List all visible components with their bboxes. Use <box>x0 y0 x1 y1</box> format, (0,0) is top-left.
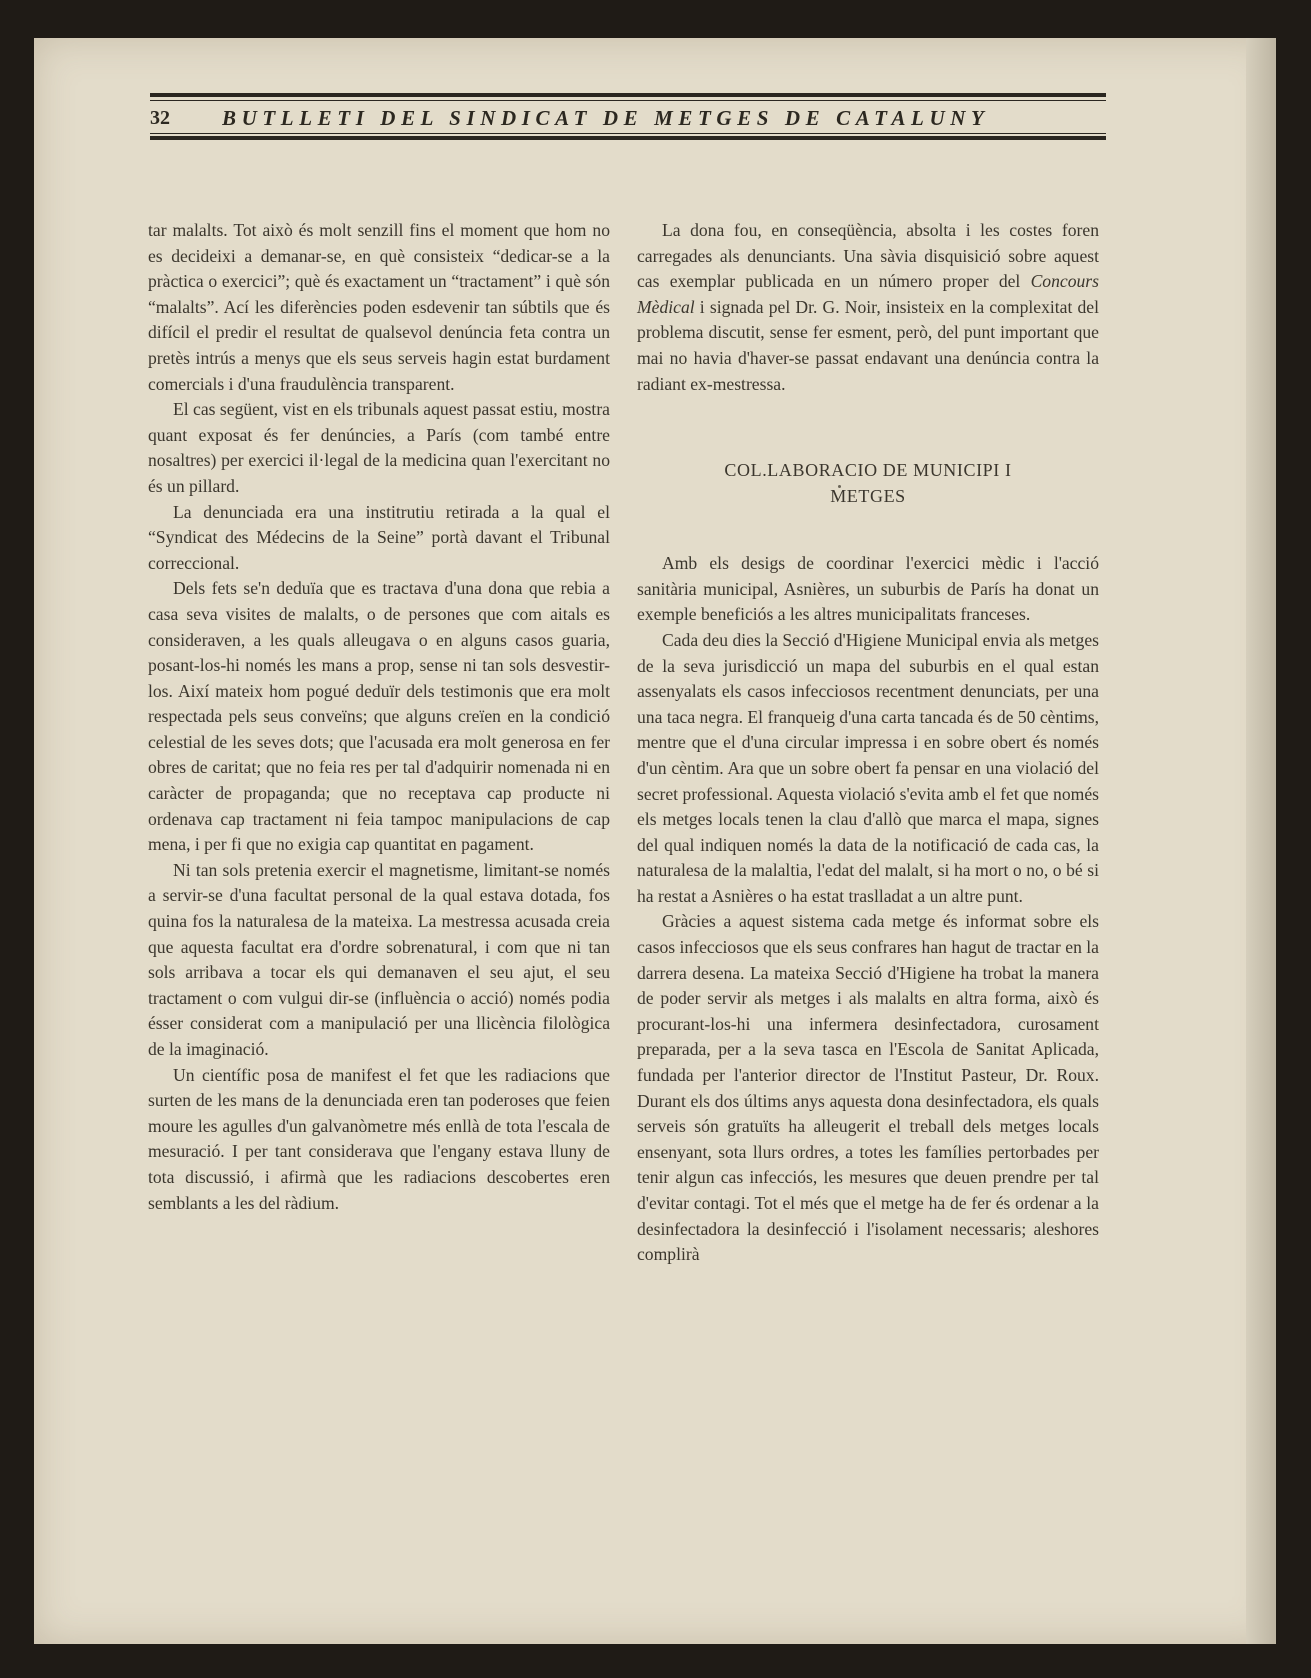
paragraph-text: i signada pel Dr. G. Noir, insisteix en la complexitat del problema discutit, sense fer esment, però, del punt important que mai no havia d'haver-se passat endavant una denúncia contra la radiant ex-mestressa. <box>637 296 1099 394</box>
binding-edge <box>1246 38 1276 1644</box>
page-number: 32 <box>150 107 170 129</box>
paragraph: Ni tan sols pretenia exercir el magnetisme, limitant-se només a servir-se d'una facultat personal de la qual estava dotada, fos quina fos la naturalesa de la mateixa. La mestressa acusada creia que aquesta facultat era d'ordre sobrenatural, i com que ni tan sols arribava a tocar els qui demanaven el seu ajut, el seu tractament o com vulgui dir-se (influència o acció) només podia ésser considerat com a manipulació per una llicència filològica de la imaginació. <box>148 859 610 1059</box>
section-heading-line: COL.LABORACIO DE MUNICIPI I <box>724 460 1012 481</box>
paragraph: El cas següent, vist en els tribunals aquest passat estiu, mostra quant exposat és fer denúncies, a París (com també entre nosaltres) per exercici il·legal de la medicina quan l'exercitant no és un pillard. <box>148 399 610 496</box>
running-header <box>150 93 1106 143</box>
header-rule <box>150 136 1106 140</box>
paragraph: Dels fets se'n deduïa que es tractava d'una dona que rebia a casa seva visites de malalts, o de persones que com aitals es consideraven, a les quals alleugava o en alguns casos guaria, posant-los-hi només les mans a prop, sense ni tan sols desvestir-los. Així mateix hom pogué deduïr dels testimonis que era molt respectada pels seus conveïns; que alguns creïen en la condició celestial de les seves dots; que l'acusada era molt generosa en fer obres de caritat; que no feia res per tal d'adquirir nomenada ni en caràcter de propaganda; que no receptava cap producte ni ordenava cap tractament ni feia tampoc manipulacions de cap mena, i per fi que no exigia cap quantitat en pagament. <box>148 578 610 855</box>
paragraph: tar malalts. Tot això és molt senzill fins el moment que hom no es decideixi a demanar-se, en què consisteix “dedicar-se a la pràctica o exercici”; què és exactament un “tractament” i què són “malalts”. Ací les diferències poden esdevenir tan súbtils que és difícil el predir el resultat de qualsevol denúncia feta contra un pretès intrús a menys que els seus serveis hagin estat burdament comercials i d'una fraudulència transparent. <box>148 220 610 394</box>
paragraph: Un científic posa de manifest el fet que les radiacions que surten de les mans de la denunciada eren tan poderoses que feien moure les agulles d'un galvanòmetre més enllà de tota l'escala de mesuració. I per tant considerava que l'engany estava lluny de tota discussió, i afirmà que les radiacions descobertes eren semblants a les del ràdium. <box>148 1064 610 1213</box>
header-rule <box>150 133 1106 134</box>
paragraph <box>637 218 1099 397</box>
section-heading <box>637 457 1099 509</box>
header-rule <box>150 93 1106 97</box>
running-title: BUTLLETI DEL SINDICAT DE METGES DE CATALUNY <box>222 106 990 130</box>
section-heading-line: METGES <box>830 486 906 507</box>
header-rule <box>150 100 1106 101</box>
right-column <box>637 218 1099 1268</box>
paragraph: Gràcies a aquest sistema cada metge és informat sobre els casos infecciosos que els seus confrares han hagut de tractar en la darrera desena. La mateixa Secció d'Higiene ha trobat la manera de poder servir als metges i als malalts en altra forma, això és procurant-los-hi una infermera desinfectadora, curosament preparada, per a la seva tasca en l'Escola de Sanitat Aplicada, fundada per l'anterior director de l'Institut Pasteur, Dr. Roux. Durant els dos últims anys aquesta dona desinfectadora, els quals serveis són gratuïts ha alleugerit el treball dels metges locals ensenyant, sota llurs ordres, a totes les famílies pertorbades per tenir algun cas infecciós, les mesures que deuen prendre per tal d'evitar contagi. Tot el més que el metge ha de fer és ordenar a la desinfectadora la desinfecció i l'isolament necessaris; aleshores complirà <box>637 911 1099 1265</box>
paragraph: Cada deu dies la Secció d'Higiene Municipal envia als metges de la seva jurisdicció un mapa del suburbis en el qual estan assenyalats els casos infecciosos recentment denunciats, per una una taca negra. El franqueig d'una carta tancada és de 50 cèntims, mentre que el d'una circular impressa i en sobre obert és només d'un cèntim. Ara que un sobre obert fa pensar en una violació del secret professional. Aquesta violació s'evita amb el fet que només els metges locals tenen la clau d'allò que marca el mapa, signes del qual indiquen només la data de la notificació de cada cas, la naturalesa de la malaltia, l'edat del malalt, si ha mort o no, o bé si ha restat a Asnières o ha estat traslladat a un altre punt. <box>637 629 1099 906</box>
left-column <box>148 218 610 1216</box>
paragraph-text: La dona fou, en conseqüència, absolta i les costes foren carregades als denunciants. Una sàvia disquisició sobre aquest cas exemplar publicada en un número proper del <box>637 220 1099 292</box>
paragraph: Amb els desigs de coordinar l'exercici mèdic i l'acció sanitària municipal, Asnières, un suburbis de París ha donat un exemple beneficiós a les altres municipalitats franceses. <box>637 553 1099 625</box>
paragraph: La denunciada era una institrutiu retirada a la qual el “Syndicat des Médecins de la Seine” portà davant el Tribunal correccional. <box>148 501 610 573</box>
journal-title: Concours Mèdical <box>637 271 1099 317</box>
